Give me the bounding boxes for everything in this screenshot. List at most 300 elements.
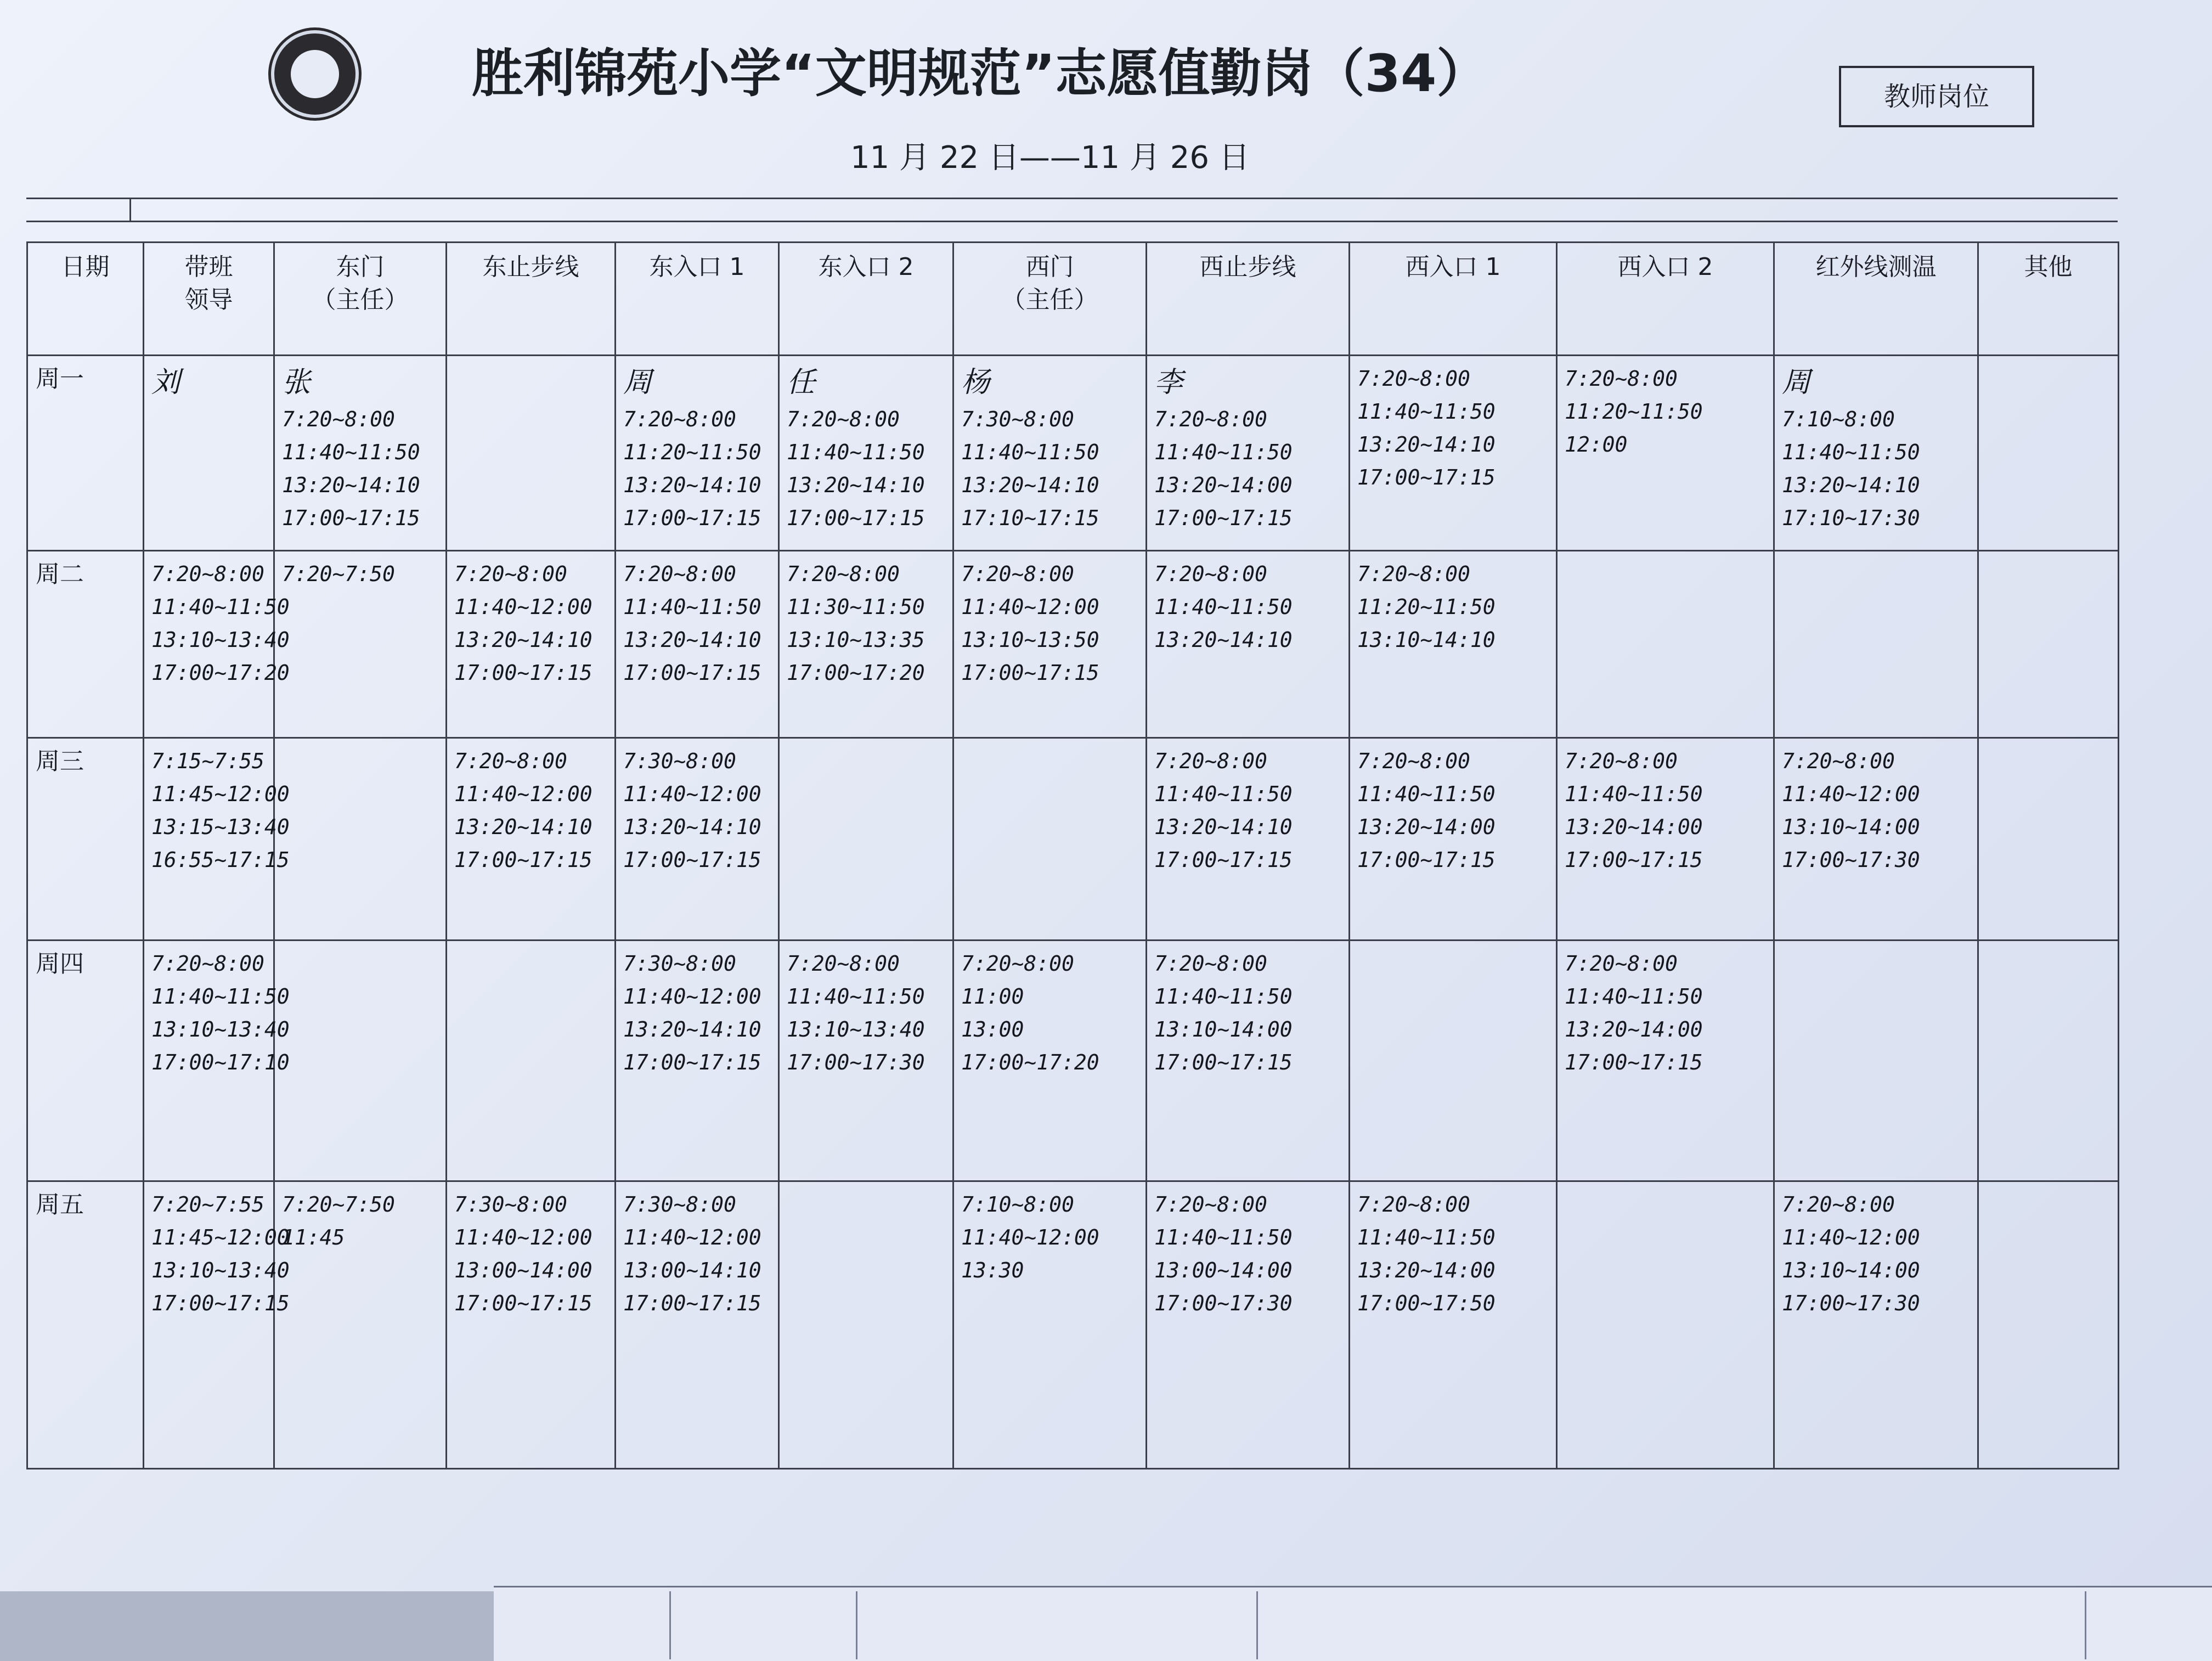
time-slot: 11:40~12:00	[454, 1225, 592, 1250]
volunteer-name: 杨	[961, 366, 990, 399]
duty-cell	[144, 550, 290, 737]
duty-entry	[617, 552, 777, 689]
time-slot: 11:40~11:50	[1782, 440, 1920, 464]
duty-cell	[779, 738, 953, 941]
column-header	[953, 243, 1147, 356]
time-slot: 13:10~14:00	[1154, 1017, 1293, 1041]
time-slot: 11:45~12:00	[151, 1225, 290, 1250]
time-slot: 7:20~8:00	[1565, 749, 1678, 774]
time-slot: 17:00~17:15	[1357, 848, 1496, 872]
time-slot: 7:20~8:00	[282, 407, 395, 431]
duty-entry	[1148, 552, 1348, 656]
duty-cell	[779, 550, 953, 737]
duty-entry	[617, 1183, 777, 1320]
duty-entry	[275, 357, 445, 534]
school-logo	[271, 30, 359, 118]
time-slot: 13:20~14:10	[787, 473, 925, 497]
duty-entry	[1979, 357, 2117, 362]
duty-cell	[447, 738, 616, 941]
duty-cell	[447, 940, 616, 1181]
time-slot: 7:15~7:55	[151, 749, 264, 774]
column-header-label: 东止步线	[482, 253, 579, 281]
volunteer-name: 刘	[151, 366, 180, 399]
duty-entry	[1558, 357, 1773, 461]
time-slot: 16:55~17:15	[151, 848, 290, 872]
weekday-cell: 周三	[27, 738, 144, 941]
duty-cell	[1978, 940, 2119, 1181]
duty-entry	[448, 357, 614, 362]
time-slot: 7:20~8:00	[1357, 749, 1470, 774]
column-header-label: 西入口 1	[1405, 253, 1501, 281]
duty-entry	[1979, 1183, 2117, 1188]
column-header-label: 带班	[184, 253, 233, 281]
time-slot: 11:40~11:50	[961, 440, 1099, 464]
duty-cell	[1147, 738, 1350, 941]
duty-cell	[616, 738, 779, 941]
duty-cell	[144, 1181, 290, 1469]
duty-cell	[1350, 738, 1557, 941]
time-slot: 11:40~12:00	[961, 594, 1099, 619]
duty-cell	[447, 1181, 616, 1469]
weekday-cell: 周二	[27, 550, 144, 737]
time-slot: 13:20~14:10	[1357, 432, 1496, 457]
school-logo-mark	[291, 50, 339, 98]
duty-cell	[144, 356, 274, 551]
time-slot: 11:40~11:50	[623, 594, 761, 619]
time-slot: 7:20~8:00	[1154, 407, 1267, 431]
time-slot: 13:00~14:00	[1154, 1258, 1293, 1283]
time-slot: 17:00~17:15	[623, 1050, 761, 1074]
duty-entry	[955, 942, 1145, 1079]
time-slot: 7:20~8:00	[623, 407, 736, 431]
time-slot: 17:00~17:15	[623, 506, 761, 530]
time-slot: 17:00~17:15	[1357, 465, 1496, 489]
duty-entry	[1558, 552, 1773, 558]
time-slot: 17:00~17:15	[623, 1291, 761, 1316]
volunteer-name: 张	[282, 366, 311, 399]
duty-entry	[1775, 1183, 1977, 1320]
time-slot: 17:00~17:15	[623, 848, 761, 872]
time-slot: 17:00~17:20	[787, 660, 925, 685]
time-slot: 7:20~8:00	[961, 561, 1074, 586]
duty-cell	[616, 550, 779, 737]
time-slot: 13:10~14:00	[1782, 1258, 1920, 1283]
column-header-label: 红外线测温	[1815, 253, 1937, 281]
time-slot: 11:40~11:50	[1357, 399, 1496, 424]
table-frame-tick	[129, 198, 131, 222]
time-slot: 7:10~8:00	[1782, 407, 1895, 431]
duty-entry	[1148, 942, 1348, 1079]
duty-entry	[955, 739, 1145, 745]
duty-cell	[953, 738, 1147, 941]
time-slot: 11:20~11:50	[1357, 594, 1496, 619]
duty-cell	[1978, 550, 2119, 737]
column-header	[1774, 243, 1978, 356]
time-slot: 13:20~14:10	[623, 815, 761, 840]
time-slot: 11:40~12:00	[623, 1225, 761, 1250]
time-slot: 7:20~8:00	[1154, 749, 1267, 774]
time-slot: 13:20~14:10	[282, 473, 420, 497]
duty-entry	[1351, 552, 1555, 656]
time-slot: 7:20~8:00	[151, 561, 264, 586]
duty-cell	[1774, 356, 1978, 551]
duty-cell	[616, 356, 779, 551]
time-slot: 7:30~8:00	[623, 951, 736, 976]
time-slot: 11:40~12:00	[454, 782, 592, 807]
time-slot: 11:20~11:50	[623, 440, 761, 464]
duty-entry	[448, 1183, 614, 1320]
time-slot: 7:20~8:00	[1154, 1192, 1267, 1217]
table-row	[27, 940, 2119, 1181]
time-slot: 7:30~8:00	[623, 1192, 736, 1217]
time-slot: 13:00~14:10	[623, 1258, 761, 1283]
time-slot: 7:20~8:00	[623, 561, 736, 586]
duty-cell	[1557, 1181, 1774, 1469]
duty-entry	[617, 739, 777, 876]
time-slot: 11:40~11:50	[1154, 594, 1293, 619]
table-body	[27, 356, 2119, 1469]
duty-cell	[1774, 1181, 1978, 1469]
time-slot: 13:20~14:00	[1357, 815, 1496, 840]
table-header-row	[27, 243, 2119, 356]
time-slot: 17:00~17:30	[1782, 1291, 1920, 1316]
time-slot: 13:10~13:35	[787, 627, 925, 652]
column-header	[274, 243, 447, 356]
duty-entry	[955, 552, 1145, 689]
duty-entry	[1979, 739, 2117, 745]
column-header	[144, 243, 274, 356]
duty-entry	[448, 942, 614, 947]
time-slot: 17:00~17:15	[961, 660, 1099, 685]
duty-entry	[145, 357, 273, 403]
time-slot: 17:00~17:15	[454, 660, 592, 685]
time-slot: 7:20~8:00	[1357, 1192, 1470, 1217]
time-slot: 13:20~14:10	[623, 1017, 761, 1041]
duty-cell	[1978, 356, 2119, 551]
time-slot: 11:40~11:50	[1154, 984, 1293, 1009]
time-slot: 7:20~8:00	[961, 951, 1074, 976]
duty-cell	[274, 1181, 447, 1469]
duty-entry	[780, 1183, 952, 1188]
time-slot: 17:00~17:15	[787, 506, 925, 530]
second-sheet-gridline	[1256, 1591, 1258, 1659]
time-slot: 13:10~14:10	[1357, 627, 1496, 652]
column-header-label: 东入口 1	[649, 253, 745, 281]
table-row	[27, 550, 2119, 737]
duty-entry	[145, 1183, 290, 1320]
time-slot: 7:20~8:00	[151, 951, 264, 976]
time-slot: 13:10~13:40	[787, 1017, 925, 1041]
volunteer-name: 周	[1782, 366, 1811, 399]
time-slot: 7:20~7:50	[282, 1192, 395, 1217]
time-slot: 7:20~8:00	[1357, 367, 1470, 391]
column-header	[616, 243, 779, 356]
time-slot: 13:20~14:10	[454, 627, 592, 652]
duty-cell	[274, 940, 447, 1181]
time-slot: 13:20~14:00	[1565, 1017, 1703, 1041]
duty-cell	[1350, 940, 1557, 1181]
second-sheet-edge	[494, 1586, 2212, 1661]
time-slot: 13:20~14:10	[961, 473, 1099, 497]
column-header-label: 东门	[336, 253, 385, 281]
time-slot: 11:40~12:00	[1782, 1225, 1920, 1250]
duty-entry	[1775, 942, 1977, 947]
time-slot: 11:40~11:50	[1565, 782, 1703, 807]
duty-entry	[1558, 1183, 1773, 1188]
duty-cell	[1147, 550, 1350, 737]
time-slot: 7:20~8:00	[454, 561, 567, 586]
duty-cell	[1978, 738, 2119, 941]
second-sheet-gridline	[2085, 1591, 2086, 1659]
duty-entry	[275, 1183, 445, 1254]
duty-entry	[780, 942, 952, 1079]
duty-entry	[275, 942, 445, 947]
duty-entry	[145, 552, 290, 689]
duty-cell	[1147, 940, 1350, 1181]
time-slot: 7:20~8:00	[1154, 561, 1267, 586]
time-slot: 7:20~8:00	[454, 749, 567, 774]
duty-entry	[1148, 357, 1348, 534]
time-slot: 17:00~17:15	[1154, 848, 1293, 872]
duty-cell	[1557, 940, 1774, 1181]
duty-cell	[616, 940, 779, 1181]
duty-entry	[955, 1183, 1145, 1287]
duty-entry	[617, 357, 777, 534]
time-slot: 17:00~17:15	[454, 848, 592, 872]
time-slot: 13:10~13:40	[151, 1258, 290, 1283]
duty-entry	[1558, 942, 1773, 1079]
volunteer-name: 李	[1154, 366, 1183, 399]
volunteer-name: 周	[623, 366, 652, 399]
duty-entry	[617, 942, 777, 1079]
time-slot: 17:10~17:30	[1782, 506, 1920, 530]
weekday-cell: 周四	[27, 940, 144, 1181]
duty-cell	[1147, 356, 1350, 551]
time-slot: 11:40~11:50	[1154, 782, 1293, 807]
time-slot: 11:40~11:50	[1154, 440, 1293, 464]
time-slot: 17:10~17:15	[961, 506, 1099, 530]
duty-cell	[274, 356, 447, 551]
duty-cell	[274, 738, 447, 941]
table-frame-line	[26, 198, 2118, 199]
time-slot: 7:30~8:00	[454, 1192, 567, 1217]
duty-entry	[1979, 942, 2117, 947]
time-slot: 17:00~17:30	[787, 1050, 925, 1074]
duty-cell	[447, 550, 616, 737]
time-slot: 7:20~8:00	[787, 561, 900, 586]
time-slot: 11:40~11:50	[787, 984, 925, 1009]
duty-cell	[1350, 356, 1557, 551]
table-row	[27, 738, 2119, 941]
column-header-label: 西门	[1025, 253, 1074, 281]
duty-entry	[1148, 1183, 1348, 1320]
duty-entry	[1775, 357, 1977, 534]
time-slot: 17:00~17:15	[151, 1291, 290, 1316]
time-slot: 11:40~11:50	[1565, 984, 1703, 1009]
time-slot: 13:00	[961, 1017, 1024, 1041]
time-slot: 7:20~8:00	[1782, 1192, 1895, 1217]
duty-entry	[1775, 739, 1977, 876]
time-slot: 17:00~17:10	[151, 1050, 290, 1074]
time-slot: 11:40~11:50	[282, 440, 420, 464]
duty-cell	[1978, 1181, 2119, 1469]
duty-entry	[780, 552, 952, 689]
column-header	[1557, 243, 1774, 356]
column-header-label: 其他	[2024, 253, 2073, 281]
table-frame-line	[26, 221, 2118, 222]
time-slot: 17:00~17:15	[1154, 506, 1293, 530]
duty-entry	[1351, 1183, 1555, 1320]
time-slot: 13:10~13:40	[151, 1017, 290, 1041]
duty-entry	[1775, 552, 1977, 558]
time-slot: 11:40~12:00	[623, 984, 761, 1009]
duty-entry	[1148, 739, 1348, 876]
time-slot: 13:10~13:40	[151, 627, 290, 652]
duty-cell	[1774, 940, 1978, 1181]
time-slot: 7:20~7:50	[282, 561, 395, 586]
time-slot: 7:20~8:00	[787, 951, 900, 976]
column-header	[27, 243, 144, 356]
time-slot: 11:40~12:00	[623, 782, 761, 807]
duty-cell	[953, 356, 1147, 551]
time-slot: 13:20~14:10	[623, 473, 761, 497]
duty-entry	[1979, 552, 2117, 558]
duty-cell	[144, 738, 290, 941]
time-slot: 17:00~17:15	[1154, 1050, 1293, 1074]
duty-cell	[779, 356, 953, 551]
duty-cell	[274, 550, 447, 737]
time-slot: 17:00~17:15	[1565, 848, 1703, 872]
duty-entry	[275, 552, 445, 590]
time-slot: 11:40~11:50	[1154, 1225, 1293, 1250]
time-slot: 17:00~17:15	[454, 1291, 592, 1316]
time-slot: 17:00~17:20	[961, 1050, 1099, 1074]
time-slot: 11:40~11:50	[151, 594, 290, 619]
duty-cell	[616, 1181, 779, 1469]
time-slot: 17:00~17:15	[1565, 1050, 1703, 1074]
duty-entry	[145, 739, 290, 876]
duty-cell	[1557, 356, 1774, 551]
duty-roster-table	[26, 241, 2119, 1469]
time-slot: 13:20~14:10	[623, 627, 761, 652]
time-slot: 13:20~14:10	[1154, 627, 1293, 652]
time-slot: 11:40~12:00	[1782, 782, 1920, 807]
time-slot: 7:30~8:00	[623, 749, 736, 774]
duty-entry	[448, 552, 614, 689]
duty-cell	[1774, 738, 1978, 941]
time-slot: 13:10~14:00	[1782, 815, 1920, 840]
volunteer-name: 任	[787, 366, 816, 399]
time-slot: 17:00~17:15	[623, 660, 761, 685]
column-header	[1350, 243, 1557, 356]
time-slot: 13:10~13:50	[961, 627, 1099, 652]
time-slot: 13:20~14:10	[1154, 815, 1293, 840]
time-slot: 13:15~13:40	[151, 815, 290, 840]
time-slot: 17:00~17:50	[1357, 1291, 1496, 1316]
duty-entry	[955, 357, 1145, 534]
time-slot: 7:20~7:55	[151, 1192, 264, 1217]
table-row	[27, 356, 2119, 551]
time-slot: 17:00~17:15	[282, 506, 420, 530]
duty-cell	[779, 1181, 953, 1469]
time-slot: 11:45~12:00	[151, 782, 290, 807]
time-slot: 13:20~14:10	[1782, 473, 1920, 497]
duty-cell	[953, 940, 1147, 1181]
column-header	[1147, 243, 1350, 356]
time-slot: 17:00~17:30	[1154, 1291, 1293, 1316]
duty-entry	[145, 942, 290, 1079]
weekday-cell: 周一	[27, 356, 144, 551]
time-slot: 11:45	[282, 1225, 345, 1250]
column-header-label: 日期	[61, 253, 110, 281]
time-slot: 11:40~11:50	[1357, 1225, 1496, 1250]
table-row	[27, 1181, 2119, 1469]
time-slot: 11:40~11:50	[151, 984, 290, 1009]
category-badge: 教师岗位	[1839, 66, 2034, 127]
time-slot: 7:20~8:00	[1357, 561, 1470, 586]
duty-cell	[1147, 1181, 1350, 1469]
weekday-cell: 周五	[27, 1181, 144, 1469]
time-slot: 7:20~8:00	[1565, 367, 1678, 391]
time-slot: 7:20~8:00	[787, 407, 900, 431]
column-header-label: 东入口 2	[818, 253, 914, 281]
column-header	[779, 243, 953, 356]
duty-entry	[1351, 357, 1555, 494]
time-slot: 7:10~8:00	[961, 1192, 1074, 1217]
duty-cell	[144, 940, 290, 1181]
time-slot: 13:00~14:00	[454, 1258, 592, 1283]
duty-cell	[953, 550, 1147, 737]
time-slot: 11:30~11:50	[787, 594, 925, 619]
time-slot: 7:20~8:00	[1782, 749, 1895, 774]
duty-entry	[1351, 739, 1555, 876]
time-slot: 13:20~14:10	[454, 815, 592, 840]
duty-cell	[1774, 550, 1978, 737]
time-slot: 11:00	[961, 984, 1024, 1009]
date-range: 11 月 22 日——11 月 26 日	[850, 140, 1250, 176]
time-slot: 7:30~8:00	[961, 407, 1074, 431]
column-header-label: 西入口 2	[1617, 253, 1713, 281]
duty-cell	[1350, 550, 1557, 737]
duty-entry	[1351, 942, 1555, 947]
time-slot: 7:20~8:00	[1154, 951, 1267, 976]
duty-entry	[780, 739, 952, 745]
time-slot: 11:40~12:00	[454, 594, 592, 619]
time-slot: 13:20~14:00	[1565, 815, 1703, 840]
time-slot: 12:00	[1565, 432, 1628, 457]
duty-entry	[275, 739, 445, 745]
time-slot: 7:20~8:00	[1565, 951, 1678, 976]
duty-cell	[779, 940, 953, 1181]
time-slot: 17:00~17:20	[151, 660, 290, 685]
duty-entry	[448, 739, 614, 876]
duty-cell	[1557, 738, 1774, 941]
column-header	[1978, 243, 2119, 356]
time-slot: 11:40~11:50	[1357, 782, 1496, 807]
time-slot: 11:40~11:50	[787, 440, 925, 464]
time-slot: 13:20~14:00	[1357, 1258, 1496, 1283]
duty-entry	[780, 357, 952, 534]
page-title: 胜利锦苑小学“文明规范”志愿值勤岗（34）	[472, 44, 1488, 104]
column-header-label: 西止步线	[1199, 253, 1296, 281]
duty-cell	[1557, 550, 1774, 737]
duty-cell	[953, 1181, 1147, 1469]
duty-cell	[1350, 1181, 1557, 1469]
time-slot: 13:20~14:00	[1154, 473, 1293, 497]
duty-entry	[1558, 739, 1773, 876]
time-slot: 11:40~12:00	[961, 1225, 1099, 1250]
column-header-note: （主任）	[1001, 286, 1098, 314]
